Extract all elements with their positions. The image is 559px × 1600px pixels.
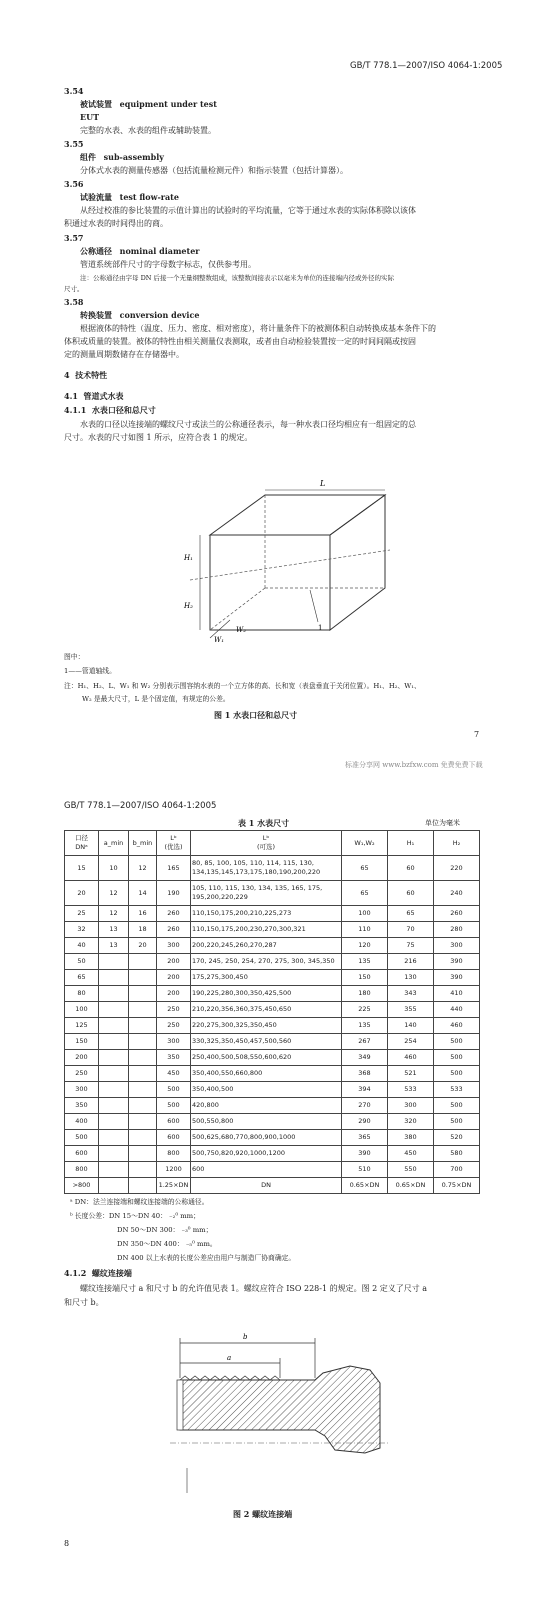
cell-dn: 150 [65,1034,99,1050]
cell-a-min: 12 [99,906,129,922]
figure-caption: 图 1 水表口径和总尺寸 [214,710,298,720]
label-a: a [227,1354,232,1362]
cell-l-optional: 175,275,300,450 [191,970,342,986]
cell-l-preferred: 500 [157,1082,191,1098]
page-number: 8 [64,1539,70,1548]
cell-b-min [129,1002,157,1018]
term-cn: 被试装置 [80,99,112,109]
cell-l-preferred: 300 [157,1034,191,1050]
table-row [65,1082,480,1098]
cell-b-min [129,1130,157,1146]
cell-h2: 500 [434,1050,480,1066]
col-header-b-min: b_min [129,831,157,856]
table-row [65,1018,480,1034]
table-row [65,906,480,922]
label-W1: W₁ [214,636,225,644]
paragraph-line1: 螺纹连接端尺寸 a 和尺寸 b 的允许值见表 1。螺纹应符合 ISO 228-1 的规定。图 2 定义了尺寸 a [80,1284,428,1293]
cell-h1: 343 [388,986,434,1002]
figure-key-title: 图中： [64,653,85,661]
cell-l-optional: 350,400,500 [191,1082,342,1098]
cell-dn: 32 [65,922,99,938]
term-definition: 分体式水表的测量传感器（包括流量检测元件）和指示装置（包括计算器）。 [80,166,348,175]
cell-dn: >800 [65,1178,99,1194]
cell-w: 510 [342,1162,388,1178]
cell-h1: 521 [388,1066,434,1082]
cell-w: 270 [342,1098,388,1114]
cell-l-optional: 210,220,356,360,375,450,650 [191,1002,342,1018]
cell-h1: 380 [388,1130,434,1146]
cell-l-preferred: 165 [157,856,191,881]
cell-l-optional: 500,550,800 [191,1114,342,1130]
figure-caption: 图 2 螺纹连接端 [233,1509,293,1519]
cell-a-min [99,1002,129,1018]
col-header-w: W₁,W₂ [342,831,388,856]
cell-b-min [129,1018,157,1034]
cell-l-preferred: 200 [157,970,191,986]
term-definition: 完整的水表、水表的组件或辅助装置。 [80,126,216,135]
cell-dn: 200 [65,1050,99,1066]
section-number: 3.57 [64,233,84,243]
cell-l-optional: 190,225,280,300,350,425,500 [191,986,342,1002]
label-1: 1 [318,624,323,632]
heading-number: 4.1.1 [64,405,87,415]
cell-l-preferred: 260 [157,922,191,938]
term-note-line1: 注：公称通径由字母 DN 后接一个无量纲整数组成，该整数间接表示以毫米为单位的连接端内径或外径的实际 [80,274,395,282]
cell-h2: 500 [434,1098,480,1114]
cell-h2: 260 [434,906,480,922]
cell-l-preferred: 190 [157,881,191,906]
cell-h1: 130 [388,970,434,986]
term-definition-line1: 根据液体的特性（温度、压力、密度、相对密度），将计量条件下的被测体积自动转换成基本条件下的 [80,324,436,333]
cell-a-min [99,1146,129,1162]
cell-h1: 65 [388,906,434,922]
cell-h1: 60 [388,881,434,906]
cell-h2: 700 [434,1162,480,1178]
table-row [65,986,480,1002]
cell-a-min [99,1066,129,1082]
table-row [65,1178,480,1194]
cell-b-min [129,954,157,970]
cell-h2: 500 [434,1114,480,1130]
cell-l-optional: 350,400,550,660,800 [191,1066,342,1082]
table-row [65,1130,480,1146]
term-en: nominal diameter [119,246,200,256]
term-definition: 管道系统部件尺寸的字母数字标志，仅供参考用。 [80,260,256,269]
heading-number: 4 [64,370,70,380]
table-footnote-b2: DN 50～DN 300： ₋₃⁰ mm； [117,1226,213,1234]
term-en: test flow-rate [119,192,179,202]
cell-h1: 533 [388,1082,434,1098]
cell-l-preferred: 450 [157,1066,191,1082]
label-b: b [243,1333,248,1341]
paragraph-line2: 和尺寸 b。 [64,1298,104,1307]
col-header-sub: (可选) [256,843,276,851]
col-header-dn [65,831,99,856]
cell-h1: 550 [388,1162,434,1178]
cell-h2: 390 [434,954,480,970]
cell-w: 135 [342,1018,388,1034]
col-header-h1: H₁ [388,831,434,856]
cell-dn: 40 [65,938,99,954]
cell-a-min [99,1114,129,1130]
cell-w: 290 [342,1114,388,1130]
cell-h1: 60 [388,856,434,881]
cell-l-optional: 80, 85, 100, 105, 110, 114, 115, 130, 134,135,145,173,175,180,190,200,220 [191,856,342,881]
cell-l-optional: 200,220,245,260,270,287 [191,938,342,954]
cell-h2: 533 [434,1082,480,1098]
col-header-a-min: a_min [99,831,129,856]
cell-dn: 500 [65,1130,99,1146]
cell-a-min [99,1098,129,1114]
cell-w: 110 [342,922,388,938]
table-row [65,1098,480,1114]
figure-note-line2: W₂ 是最大尺寸，L 是个固定值，有规定的公差。 [82,695,230,703]
cell-b-min: 12 [129,856,157,881]
cell-b-min: 18 [129,922,157,938]
cell-l-preferred: 260 [157,906,191,922]
heading-text: 管道式水表 [83,391,124,401]
cell-dn: 25 [65,906,99,922]
water-meter-dimensions-table [64,830,480,1194]
cell-a-min [99,1178,129,1194]
cell-w: 368 [342,1066,388,1082]
col-header-l-preferred [157,831,191,856]
cell-l-optional: 600 [191,1162,342,1178]
cell-a-min [99,1018,129,1034]
cell-a-min [99,970,129,986]
heading-4-1 [64,391,124,402]
table-title: 表 1 水表尺寸 [238,818,290,828]
cell-w: 267 [342,1034,388,1050]
cell-l-preferred: 300 [157,938,191,954]
cell-h1: 0.65×DN [388,1178,434,1194]
section-number: 3.54 [64,86,84,96]
label-H1: H₁ [184,554,193,562]
table-row [65,970,480,986]
table-unit: 单位为毫米 [425,819,460,827]
cell-w: 394 [342,1082,388,1098]
table-row [65,922,480,938]
cell-h2: 240 [434,881,480,906]
cell-h2: 520 [434,1130,480,1146]
cell-h2: 580 [434,1146,480,1162]
term-definition-line2: 体积或质量的装置。被体的特性由相关测量仪表测取，或者由自动检验装置按一定的时间间隔或按固 [64,337,416,346]
cell-l-optional: 110,150,175,200,230,270,300,321 [191,922,342,938]
table-row [65,1162,480,1178]
heading-text: 技术特性 [75,370,108,380]
section-number: 3.58 [64,297,84,307]
cell-h2: 460 [434,1018,480,1034]
table-row [65,954,480,970]
cell-h1: 300 [388,1098,434,1114]
table-footnote-a: ᵃ DN：法兰连接端和螺纹连接端的公称通径。 [70,1198,209,1206]
term-cn: 转换装置 [80,310,112,320]
term-definition-line3: 定的测量周期数储存在存储器中。 [64,350,184,359]
cell-h1: 254 [388,1034,434,1050]
heading-text: 水表口径和总尺寸 [91,405,156,415]
cell-l-preferred: 1.25×DN [157,1178,191,1194]
cell-l-preferred: 1200 [157,1162,191,1178]
cell-l-optional: 420,800 [191,1098,342,1114]
cell-h1: 75 [388,938,434,954]
col-header-text: Lᵇ [170,834,177,842]
cell-b-min [129,1162,157,1178]
cell-dn: 65 [65,970,99,986]
cell-h2: 280 [434,922,480,938]
cell-w: 349 [342,1050,388,1066]
cell-dn: 250 [65,1066,99,1082]
term-cn: 公称通径 [80,246,112,256]
col-header-sub: (优选) [164,843,183,851]
cell-h2: 300 [434,938,480,954]
col-header-l-optional [191,831,342,856]
cell-dn: 600 [65,1146,99,1162]
table-row [65,1146,480,1162]
heading-4-1-2 [64,1268,132,1279]
cell-h2: 500 [434,1066,480,1082]
cell-dn: 100 [65,1002,99,1018]
term-title [80,192,179,203]
cell-b-min [129,1114,157,1130]
paragraph-line2: 尺寸。水表的尺寸如图 1 所示，应符合表 1 的规定。 [64,433,253,442]
cell-b-min: 16 [129,906,157,922]
cell-w: 180 [342,986,388,1002]
term-cn: 试验流量 [80,192,112,202]
heading-4-1-1 [64,405,156,416]
label-W2: W₂ [236,626,247,634]
cell-b-min: 20 [129,938,157,954]
cell-l-optional: 105, 110, 115, 130, 134, 135, 165, 175, 195,200,220,229 [191,881,342,906]
cell-h2: 390 [434,970,480,986]
table-header-row [65,831,480,856]
term-en: equipment under test [119,99,217,109]
cell-h1: 140 [388,1018,434,1034]
cell-w: 65 [342,881,388,906]
cell-a-min [99,954,129,970]
cell-w: 65 [342,856,388,881]
cell-l-preferred: 200 [157,954,191,970]
table-row [65,1034,480,1050]
cell-l-preferred: 200 [157,986,191,1002]
cell-w: 120 [342,938,388,954]
cell-a-min [99,1050,129,1066]
cell-a-min: 13 [99,938,129,954]
cell-b-min [129,1098,157,1114]
cell-a-min: 12 [99,881,129,906]
page-header: GB/T 778.1—2007/ISO 4064-1:2005 [350,61,503,71]
page-number: 7 [474,730,480,739]
term-en: sub-assembly [103,152,164,162]
col-header-text: Lᵇ [262,834,270,842]
cell-h1: 450 [388,1146,434,1162]
table-footnote-b3: DN 350～DN 400： ₋₅⁰ mm。 [117,1240,217,1248]
section-number: 3.55 [64,139,84,149]
watermark: 标准分享网 www.bzfxw.com 免费免费下载 [345,761,483,769]
cell-h2: 500 [434,1034,480,1050]
cell-dn: 15 [65,856,99,881]
cell-w: 135 [342,954,388,970]
figure-key-item: 1——管道轴线。 [64,667,116,675]
label-L: L [320,479,326,488]
cell-l-preferred: 600 [157,1114,191,1130]
term-note-line2: 尺寸。 [64,285,84,293]
cell-a-min: 10 [99,856,129,881]
heading-number: 4.1 [64,391,78,401]
cell-l-preferred: 800 [157,1146,191,1162]
cell-h1: 320 [388,1114,434,1130]
cell-a-min [99,1034,129,1050]
table-row [65,1002,480,1018]
table-footnote-b4: DN 400 以上水表的长度公差应由用户与制造厂协商确定。 [117,1254,296,1262]
cell-b-min [129,1146,157,1162]
cell-a-min [99,1082,129,1098]
cell-dn: 300 [65,1082,99,1098]
page-header: GB/T 778.1—2007/ISO 4064-1:2005 [64,801,217,811]
table-row [65,1114,480,1130]
cell-w: 365 [342,1130,388,1146]
cell-w: 100 [342,906,388,922]
term-title [80,99,217,110]
table-row [65,1066,480,1082]
cell-dn: 125 [65,1018,99,1034]
heading-text: 螺纹连接端 [91,1268,132,1278]
cell-l-optional: 110,150,175,200,210,225,273 [191,906,342,922]
cell-l-optional: 250,400,500,508,550,600,620 [191,1050,342,1066]
cell-dn: 400 [65,1114,99,1130]
cell-w: 225 [342,1002,388,1018]
cell-b-min [129,1050,157,1066]
cell-a-min [99,986,129,1002]
cell-l-optional: 170, 245, 250, 254, 270, 275, 300, 345,350 [191,954,342,970]
cell-h1: 70 [388,922,434,938]
cell-l-preferred: 250 [157,1018,191,1034]
section-number: 3.56 [64,179,84,189]
cell-h2: 440 [434,1002,480,1018]
cell-l-optional: 500,750,820,920,1000,1200 [191,1146,342,1162]
cell-dn: 20 [65,881,99,906]
cell-l-optional: 500,625,680,770,800,900,1000 [191,1130,342,1146]
cell-a-min: 13 [99,922,129,938]
table-row [65,938,480,954]
paragraph-line1: 水表的口径以连接端的螺纹尺寸或法兰的公称通径表示，每一种水表口径均相应有一组固定的总 [80,420,416,429]
cell-h1: 460 [388,1050,434,1066]
cell-h2: 410 [434,986,480,1002]
term-title [80,152,164,163]
cell-b-min [129,970,157,986]
figure-note-line1: 注：H₁、H₂、L、W₁ 和 W₂ 分别表示围容纳水表的一个立方体的高、长和宽（表盘垂直于关闭位置）。H₁、H₂、W₁、 [64,682,421,690]
cell-b-min [129,986,157,1002]
cell-b-min [129,1066,157,1082]
cell-l-optional: DN [191,1178,342,1194]
cell-w: 0.65×DN [342,1178,388,1194]
heading-4 [64,370,107,381]
cell-a-min [99,1162,129,1178]
col-header-text: 口径 [75,834,88,842]
table-row [65,881,480,906]
cell-w: 150 [342,970,388,986]
cell-l-preferred: 600 [157,1130,191,1146]
cell-l-preferred: 250 [157,1002,191,1018]
term-en: conversion device [119,310,200,320]
cell-dn: 800 [65,1162,99,1178]
table-row [65,1050,480,1066]
term-title [80,246,200,257]
term-definition-line2: 积通过水表的时间得出的商。 [64,219,168,228]
cell-dn: 50 [65,954,99,970]
cell-h2: 220 [434,856,480,881]
cell-h1: 355 [388,1002,434,1018]
col-header-h2: H₂ [434,831,480,856]
cell-l-optional: 220,275,300,325,350,450 [191,1018,342,1034]
figure-2-drawing [165,1318,405,1503]
cell-b-min [129,1082,157,1098]
cell-h1: 216 [388,954,434,970]
table-footnote-b: ᵇ 长度公差：DN 15～DN 40： ₋₂⁰ mm； [70,1212,200,1220]
term-definition-line1: 从经过校准的参比装置的示值计算出的试验时的平均流量，它等于通过水表的实际体积除以该体 [80,206,416,215]
term-abbr: EUT [80,112,100,122]
table-row [65,856,480,881]
figure-1-drawing [170,470,400,645]
cell-dn: 80 [65,986,99,1002]
label-H2: H₂ [184,602,193,610]
cell-h2: 0.75×DN [434,1178,480,1194]
cell-b-min [129,1034,157,1050]
cell-l-preferred: 500 [157,1098,191,1114]
cell-a-min [99,1130,129,1146]
cell-l-optional: 330,325,350,450,457,500,560 [191,1034,342,1050]
term-title [80,310,199,321]
cell-b-min: 14 [129,881,157,906]
cell-dn: 350 [65,1098,99,1114]
col-header-sub: DNᵃ [75,843,88,851]
term-cn: 组件 [80,152,96,162]
cell-b-min [129,1178,157,1194]
cell-w: 390 [342,1146,388,1162]
heading-number: 4.1.2 [64,1268,87,1278]
cell-l-preferred: 350 [157,1050,191,1066]
